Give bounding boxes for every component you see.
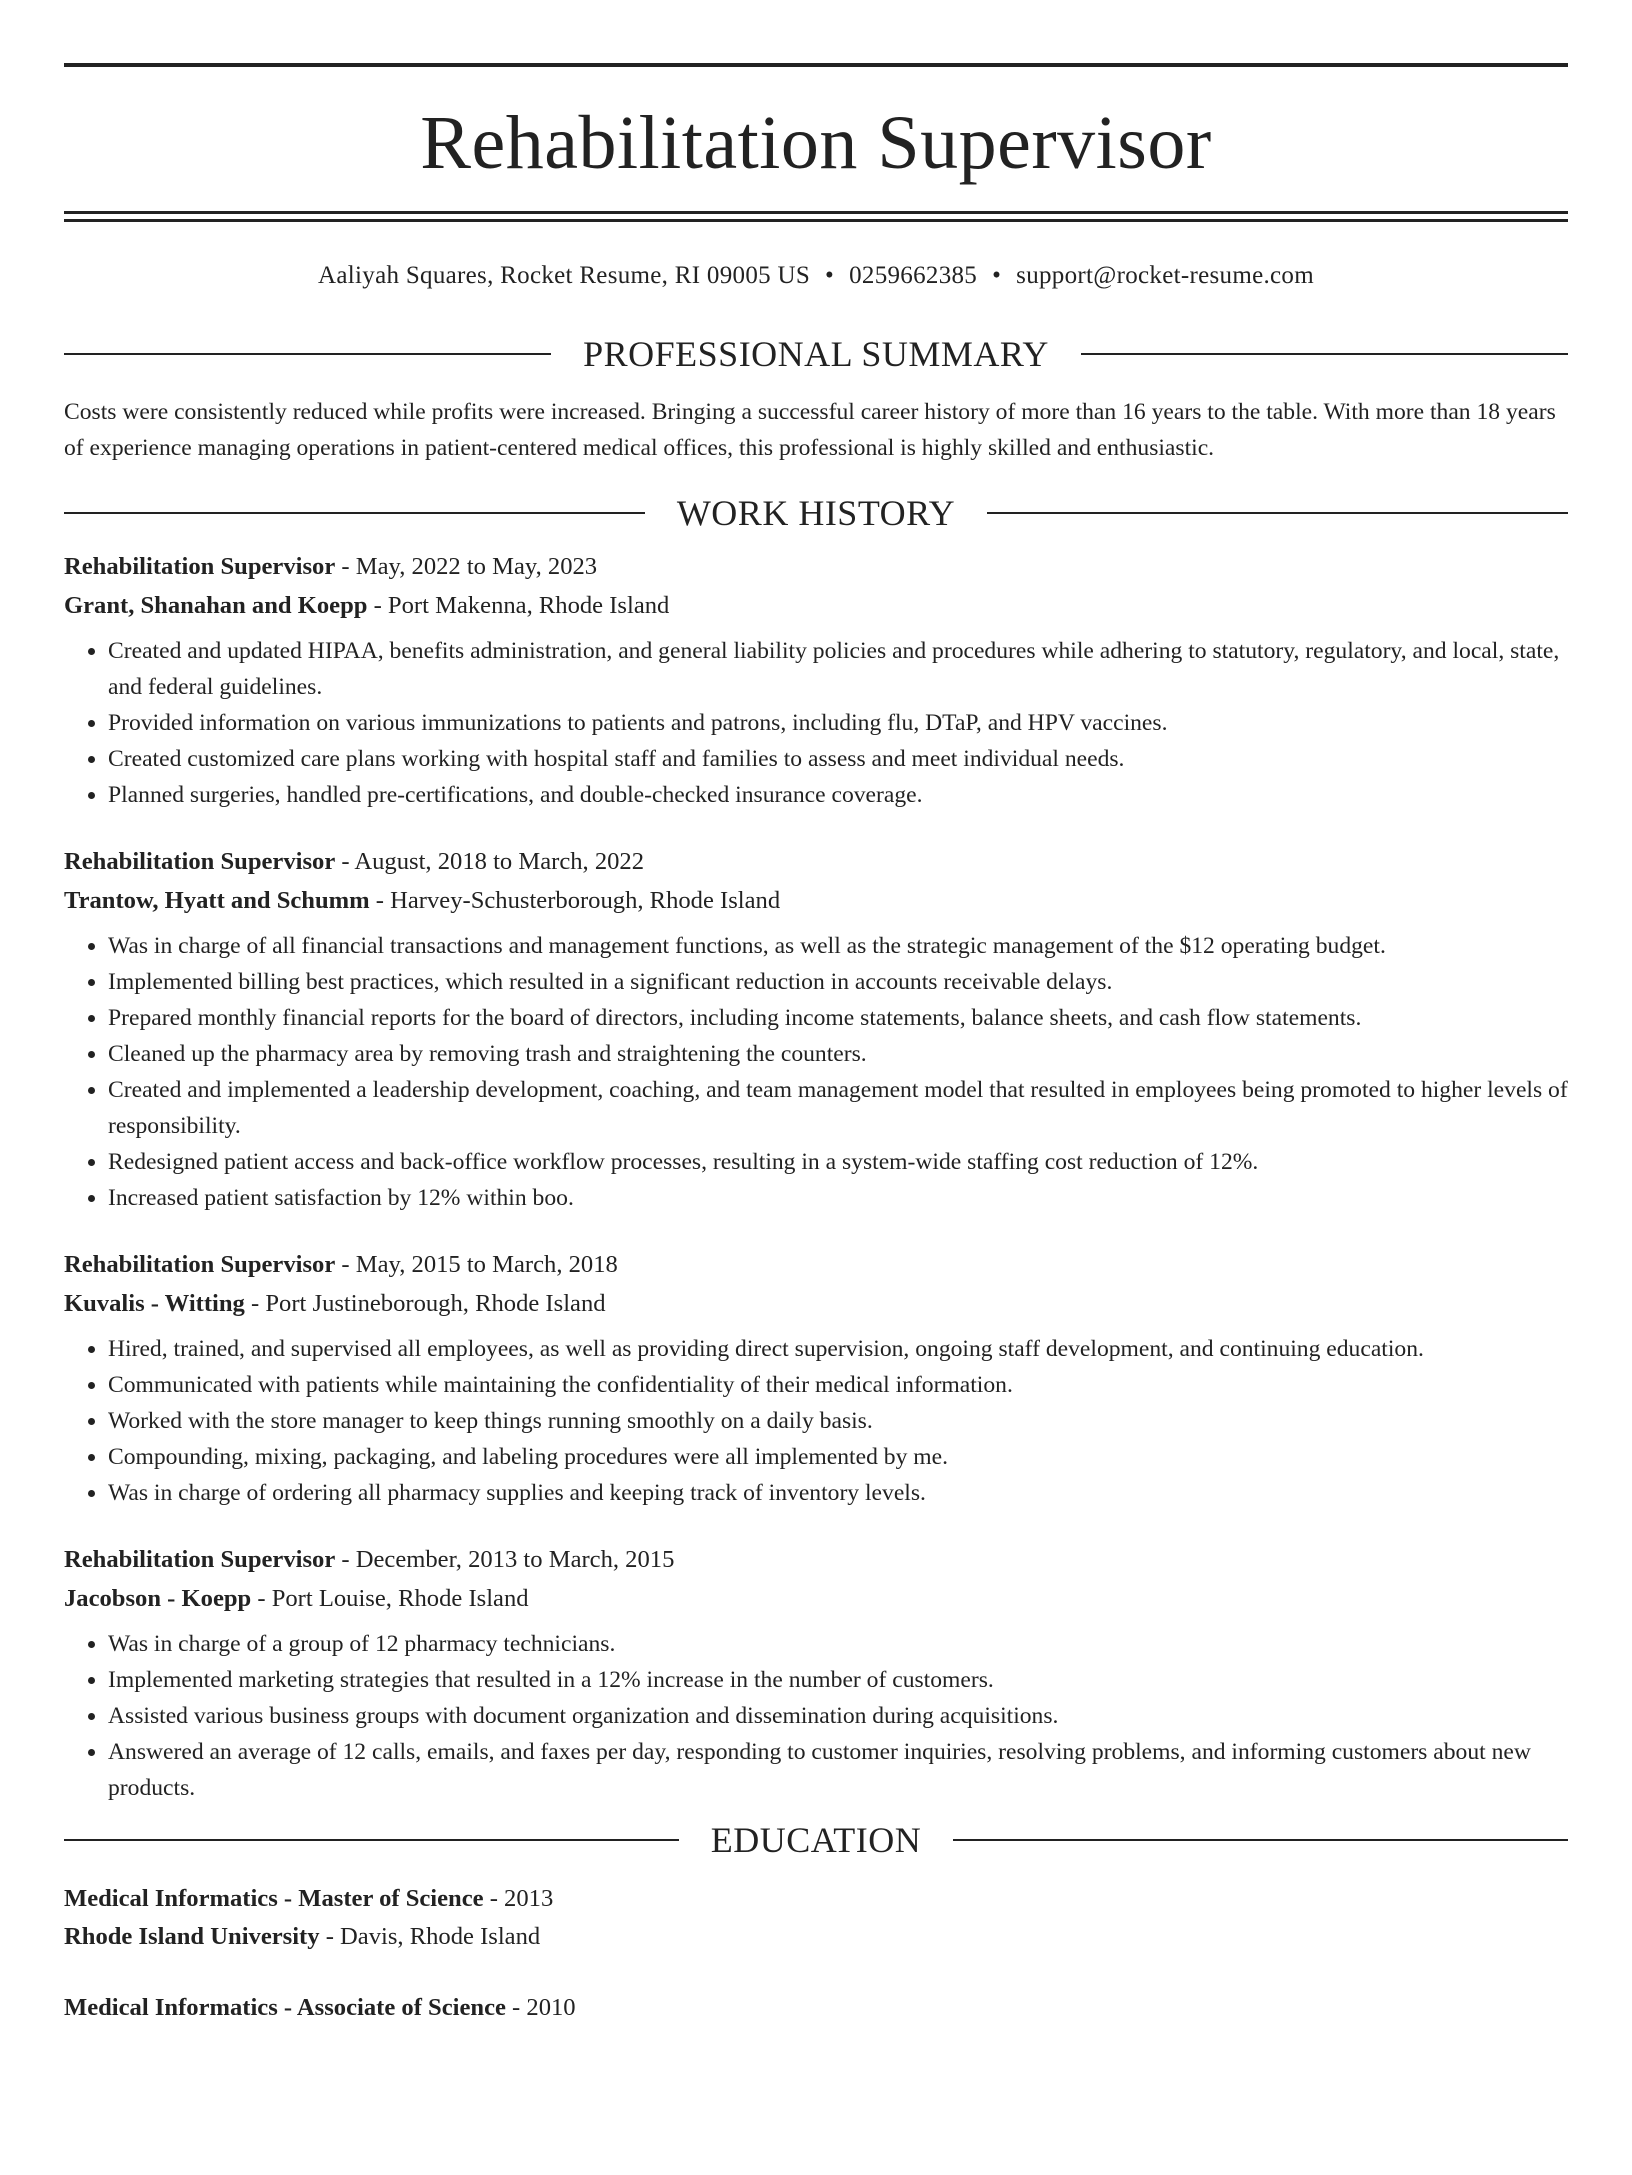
degree-line [64,1882,1568,1916]
employer-location: - Port Louise, Rhode Island [251,1585,529,1612]
job-entry [64,845,1568,1216]
education-entry [64,1991,1568,2025]
contact-email: support@rocket-resume.com [1016,262,1314,289]
job-bullets [64,1331,1568,1511]
job-bullet: • Increased patient satisfaction by 12% within boo. [108,1180,1568,1216]
job-entry [64,1248,1568,1511]
job-dates: - May, 2015 to March, 2018 [335,1251,618,1278]
degree-line [64,1991,1568,2025]
job-title: Rehabilitation Supervisor [64,1251,336,1278]
employer-line [64,589,1568,623]
job-bullet: • Hired, trained, and supervised all employees, as well as providing direct supervision, ongoing staff development, and continuing education. [108,1331,1568,1367]
job-bullet: • Implemented marketing strategies that resulted in a 12% increase in the number of customers. [108,1662,1568,1698]
job-bullet: • Redesigned patient access and back-office workflow processes, resulting in a system-wide staffing cost reduction of 12%. [108,1144,1568,1180]
job-title-line [64,1543,1568,1577]
job-bullet: • Implemented billing best practices, which resulted in a significant reduction in accounts receivable delays. [108,964,1568,1000]
job-dates: - December, 2013 to March, 2015 [335,1546,675,1573]
job-bullet: • Provided information on various immunizations to patients and patrons, including flu, DTaP, and HPV vaccines. [108,705,1568,741]
school-name: Rhode Island University [64,1923,320,1950]
heading-rule-left [64,1839,679,1841]
contact-separator: • [825,262,835,289]
school-location: - Davis, Rhode Island [319,1923,541,1950]
job-title-line [64,845,1568,879]
heading-rule-right [953,1839,1568,1841]
job-bullet: • Was in charge of ordering all pharmacy supplies and keeping track of inventory levels. [108,1475,1568,1511]
heading-rule-left [64,353,551,355]
degree-year: - 2013 [483,1885,554,1912]
employer-line [64,1582,1568,1616]
heading-rule-left [64,512,645,514]
education-entry [64,1882,1568,1954]
contact-phone: 0259662385 [849,262,978,289]
job-bullet: • Was in charge of all financial transactions and management functions, as well as the strategic management of the $12 operating budget. [108,928,1568,964]
job-bullet: • Planned surgeries, handled pre-certifications, and double-checked insurance coverage. [108,777,1568,813]
job-bullet: • Prepared monthly financial reports for the board of directors, including income statements, balance sheets, and cash flow statements. [108,1000,1568,1036]
job-dates: - May, 2022 to May, 2023 [335,553,598,580]
summary-text: Costs were consistently reduced while profits were increased. Bringing a successful career history of more than 16 years to the table. With more than 18 years of experience managing operations in patient-centered medical offices, this professional is highly skilled and enthusiastic. [64,399,1556,461]
candidate-name: Rehabilitation Supervisor [420,101,1212,185]
employer-name: Grant, Shanahan and Koepp [64,592,368,619]
degree-year: - 2010 [505,1994,576,2021]
job-title-line [64,550,1568,584]
employer-name: Jacobson - Koepp [64,1585,252,1612]
job-bullets [64,1626,1568,1806]
employer-name: Kuvalis - Witting [64,1290,245,1317]
heading-rule-right [987,512,1568,514]
education-heading [64,1820,1568,1860]
employer-location: - Harvey-Schusterborough, Rhode Island [369,887,781,914]
employer-line [64,1287,1568,1321]
section-title: WORK HISTORY [676,493,956,533]
work-history-heading [64,493,1568,533]
job-bullet: • Compounding, mixing, packaging, and labeling procedures were all implemented by me. [108,1439,1568,1475]
contact-line [64,260,1568,292]
job-entry [64,1543,1568,1806]
double-rule [64,211,1568,222]
job-bullet: • Communicated with patients while maintaining the confidentiality of their medical information. [108,1367,1568,1403]
job-bullet: • Created and implemented a leadership development, coaching, and team management model that resulted in employees being promoted to higher levels of responsibility. [108,1072,1568,1144]
job-title-line [64,1248,1568,1282]
degree-name: Medical Informatics - Associate of Science [64,1994,506,2021]
job-entry [64,550,1568,813]
job-bullet: • Was in charge of a group of 12 pharmacy technicians. [108,1626,1568,1662]
job-bullets [64,928,1568,1216]
job-dates: - August, 2018 to March, 2022 [335,848,645,875]
heading-rule-right [1081,353,1568,355]
job-bullet: • Created and updated HIPAA, benefits administration, and general liability policies and procedures while adhering to statutory, regulatory, and local, state, and federal guidelines. [108,633,1568,705]
contact-separator: • [992,262,1002,289]
resume-page [0,63,1632,2175]
employer-location: - Port Makenna, Rhode Island [367,592,670,619]
top-rule [64,63,1568,67]
employer-line [64,884,1568,918]
job-title: Rehabilitation Supervisor [64,1546,336,1573]
employer-location: - Port Justineborough, Rhode Island [244,1290,606,1317]
job-bullet: • Worked with the store manager to keep things running smoothly on a daily basis. [108,1403,1568,1439]
contact-address: Aaliyah Squares, Rocket Resume, RI 09005 US [318,262,811,289]
section-title: EDUCATION [710,1820,922,1860]
job-bullet: • Assisted various business groups with document organization and dissemination during acquisitions. [108,1698,1568,1734]
section-title: PROFESSIONAL SUMMARY [583,334,1049,374]
summary-heading [64,334,1568,374]
employer-name: Trantow, Hyatt and Schumm [64,887,370,914]
job-bullets [64,633,1568,813]
job-bullet: • Cleaned up the pharmacy area by removing trash and straightening the counters. [108,1036,1568,1072]
degree-name: Medical Informatics - Master of Science [64,1885,484,1912]
job-title: Rehabilitation Supervisor [64,848,336,875]
job-title: Rehabilitation Supervisor [64,553,336,580]
job-bullet: • Created customized care plans working with hospital staff and families to assess and meet individual needs. [108,741,1568,777]
job-bullet: • Answered an average of 12 calls, emails, and faxes per day, responding to customer inquiries, resolving problems, and informing customers about new products. [108,1734,1568,1806]
school-line [64,1920,1568,1954]
